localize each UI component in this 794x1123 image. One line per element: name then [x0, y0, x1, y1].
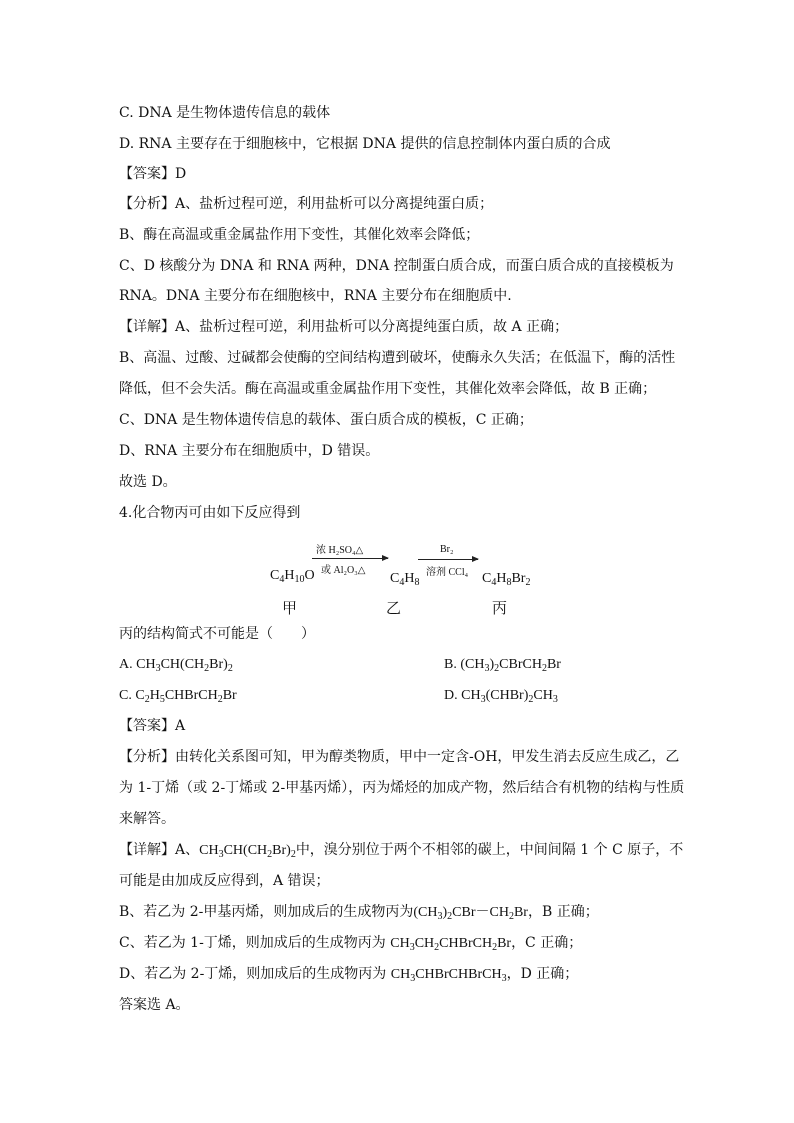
reagent-1-top: 浓 H₂SO₄△: [316, 545, 364, 556]
q4-detail-d: D、若乙为 2-丁烯，则加成后的生成物丙为 $CH_3CHBrCHBrCH_3$，D 正确；: [119, 966, 579, 984]
q3-detail-line-4: C、DNA 是生物体遗传信息的载体、蛋白质合成的模板，C 正确；: [119, 412, 533, 428]
formula-c4h8: $C_4H_8$: [390, 571, 420, 588]
q4-answer: 【答案】A: [119, 718, 186, 734]
q3-detail-line-2: B、高温、过酸、过碱都会使酶的空间结构遭到破坏，使酶永久失活；在低温下，酶的活性: [119, 350, 676, 366]
reagent-1-bottom: 或 Al₂O₃△: [321, 565, 366, 576]
q3-analysis-line-4: RNA。DNA 主要分布在细胞核中，RNA 主要分布在细胞质中.: [119, 288, 512, 304]
formula-c4h10o: $C_4H_{10}O$: [270, 568, 315, 585]
q4-detail-b: B、若乙为 2-甲基丙烯，则加成后的生成物丙为$(CH_3)_2CBr-CH_2Br$，B 正确；: [119, 904, 599, 922]
q3-option-c: C. DNA 是生物体遗传信息的载体: [119, 105, 331, 121]
q4-analysis-line-3: 来解答。: [119, 811, 175, 827]
reagent-2-top: Br₂: [440, 544, 454, 555]
formula-c4h8br2: $C_4H_8Br_2$: [482, 571, 531, 588]
q4-stem: 4.化合物丙可由如下反应得到: [119, 505, 301, 521]
q4-option-b: B. $(CH_3)_2CBrCH_2Br$: [444, 657, 561, 674]
q4-analysis-line-1: 【分析】由转化关系图可知，甲为醇类物质，甲中一定含-OH，甲发生消去反应生成乙，乙: [119, 749, 680, 765]
q3-detail-line-1: 【详解】A、盐析过程可逆，利用盐析可以分离提纯蛋白质，故 A 正确；: [119, 319, 569, 335]
reagent-2-bottom: 溶剂 CCl₄: [426, 567, 469, 578]
reaction-arrow-2: [418, 559, 478, 560]
q4-option-c: C. $C_2H_5CHBrCH_2Br$: [119, 688, 237, 705]
q3-detail-line-5: D、RNA 主要分布在细胞质中，D 错误。: [119, 443, 380, 459]
q3-answer: 【答案】D: [119, 166, 187, 182]
q3-analysis-line-1: 【分析】A、盐析过程可逆，利用盐析可以分离提纯蛋白质；: [119, 196, 494, 212]
label-bing: 丙: [492, 601, 508, 617]
q4-detail-c: C、若乙为 1-丁烯，则加成后的生成物丙为 $CH_3CH_2CHBrCH_2Br$，C 正确；: [119, 935, 583, 953]
q3-detail-line-3: 降低，但不会失活。酶在高温或重金属盐作用下变性，其催化效率会降低，故 B 正确；: [119, 381, 657, 397]
label-jia: 甲: [282, 601, 298, 617]
q4-option-d: D. $CH_3(CHBr)_2CH_3$: [444, 688, 558, 705]
q4-detail-a: 【详解】A、$CH_3CH(CH_2Br)_2$中，溴分别位于两个不相邻的碳上，中间间隔 1 个 C 原子，不: [119, 842, 684, 860]
q4-analysis-line-2: 为 1-丁烯（或 2-丁烯或 2-甲基丙烯），丙为烯烃的加成产物，然后结合有机物的结构与性质: [119, 780, 685, 796]
q4-question: 丙的结构简式不可能是（ ）: [119, 626, 315, 642]
q3-analysis-line-3: C、D 核酸分为 DNA 和 RNA 两种，DNA 控制蛋白质合成，而蛋白质合成的直接模板为: [119, 258, 674, 274]
label-yi: 乙: [386, 601, 402, 617]
q4-detail-a-line-2: 可能是由加成反应得到，A 错误；: [119, 873, 330, 889]
q4-option-a: A. $CH_3CH(CH_2Br)_2$: [119, 657, 233, 674]
q3-analysis-line-2: B、酶在高温或重金属盐作用下变性，其催化效率会降低；: [119, 227, 480, 243]
q4-final: 答案选 A。: [119, 997, 190, 1013]
reaction-arrow-1: [312, 558, 388, 559]
q3-detail-line-6: 故选 D。: [119, 474, 177, 490]
q3-option-d: D. RNA 主要存在于细胞核中，它根据 DNA 提供的信息控制体内蛋白质的合成: [119, 136, 611, 152]
